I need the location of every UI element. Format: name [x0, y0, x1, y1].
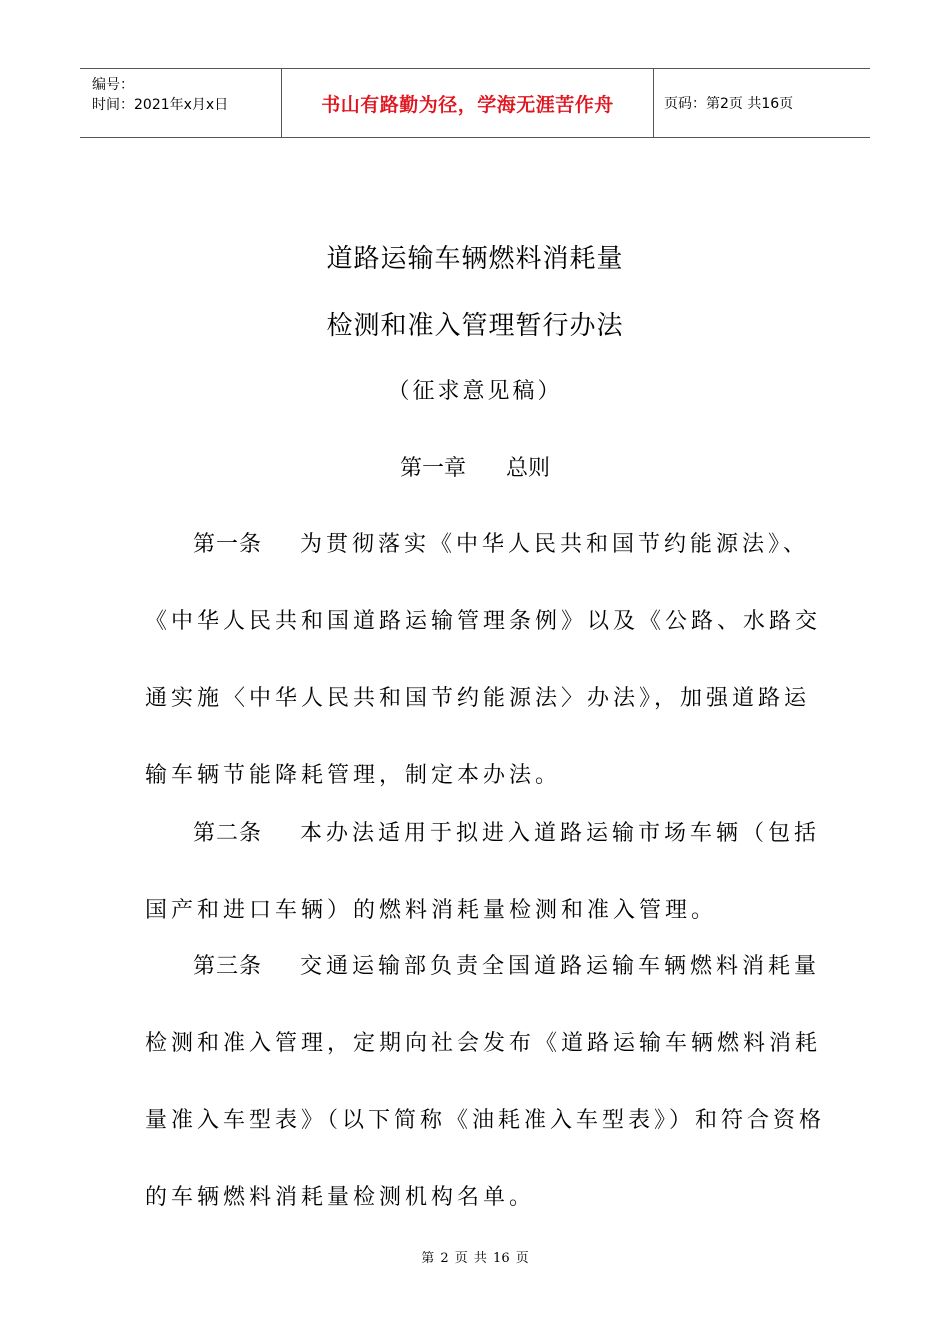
header-meta	[80, 69, 282, 137]
article-2	[145, 795, 825, 949]
article-1	[145, 506, 825, 814]
chapter-heading	[0, 451, 950, 482]
article-text: 交通运输部负责全国道路运输车辆燃料消耗量检测和准入管理，定期向社会发布《道路运输车辆燃料消耗量准入车型表》（以下简称《油耗准入车型表》）和符合资格的车辆燃料消耗量检测机构名单。	[145, 954, 826, 1210]
document-subtitle: （征求意见稿）	[387, 379, 563, 404]
number-label: 编号：	[92, 77, 134, 93]
article-label: 第一条	[193, 532, 263, 557]
page-header	[80, 68, 870, 138]
chapter-title: 总则	[506, 456, 551, 481]
article-label: 第二条	[193, 821, 263, 846]
article-text: 为贯彻落实《中华人民共和国节约能源法》、《中华人民共和国道路运输管理条例》以及《公路、水路交通实施〈中华人民共和国节约能源法〉办法》，加强道路运输车辆节能降耗管理，制定本办法。	[145, 532, 822, 788]
date-label: 时间：2021年x月x日	[92, 97, 229, 113]
page-footer: 第 2 页 共 16 页	[421, 1251, 529, 1266]
article-label: 第三条	[193, 954, 263, 979]
header-page-info: 页码：第2页 共16页	[664, 96, 794, 112]
header-motto: 书山有路勤为径，学海无涯苦作舟	[282, 69, 654, 137]
article-3	[145, 928, 825, 1236]
article-text: 本办法适用于拟进入道路运输市场车辆（包括国产和进口车辆）的燃料消耗量检测和准入管理。	[145, 821, 821, 923]
document-title-line1: 道路运输车辆燃料消耗量	[326, 244, 624, 274]
chapter-number: 第一章	[399, 456, 466, 481]
document-title-line2: 检测和准入管理暂行办法	[326, 311, 624, 341]
